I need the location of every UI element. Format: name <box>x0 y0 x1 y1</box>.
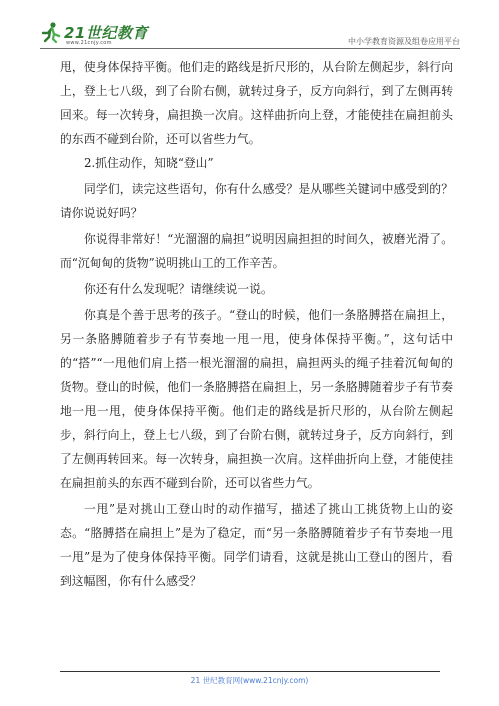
logo-text: 21世纪教育 <box>64 23 148 42</box>
paragraph: 你还有什么发现呢？请继续说一说。 <box>84 282 273 296</box>
paragraph: 同学们，读完这些语句，你有什么感受？是从哪些关键词中感受到的？请你说说好吗？ <box>60 182 453 220</box>
document-body <box>60 55 453 593</box>
runner-logo-icon <box>40 21 62 43</box>
page-footer[interactable]: 21 世纪教育网(www.21cnjy.com) <box>190 676 309 685</box>
logo-subtext: www.21cnjy.com <box>66 40 112 46</box>
paragraph: 你真是个善于思考的孩子。“登山的时候，他们一条胳膊搭在扁担上，另一条胳膊随着步子有节奏地一甩一甩，使身体保持平衡。”，这句话中的“搭”“一甩他们肩上搭一根光溜溜的扁担，扁担两头的绳子挂着沉甸甸的货物。登山的时候，他们一条胳膊搭在扁担上，另一条胳膊随着步子有节奏地一甩一甩，使身体保持平衡。他们走的路线是折尺形的，从台阶左侧起步，斜行向上，登上七八级，到了台阶右侧，就转过身子，反方向斜行，到了左侧再转回来。每一次转身，扁担换一次肩。这样曲折向上登，才能使挂在扁担前头的东西不碰到台阶，还可以省些力气。 <box>60 308 453 490</box>
paragraph: 甩，使身体保持平衡。他们走的路线是折尺形的，从台阶左侧起步，斜行向上，登上七八级，到了台阶右侧，就转过身子，反方向斜行，到了左侧再转回来。每一次转身，扁担换一次肩。这样曲折向上登，才能使挂在扁担前头的东西不碰到台阶，还可以省些力气。 <box>60 60 453 146</box>
section-heading: 2.抓住动作，知晓“登山” <box>84 156 214 170</box>
paragraph: 你说得非常好！“光溜溜的扁担”说明因扁担担的时间久，被磨光滑了。而“沉甸甸的货物”说明挑山工的工作辛苦。 <box>60 232 453 270</box>
page-header <box>40 18 460 48</box>
header-divider <box>40 48 460 49</box>
platform-name: 中小学教育资源及组卷应用平台 <box>348 37 460 46</box>
paragraph: 一甩”是对挑山工登山时的动作描写，描述了挑山工挑货物上山的姿态。“胳膊搭在扁担上”是为了稳定，而“另一条胳膊随着步子有节奏地一甩一甩”是为了使身体保持平衡。同学们请看，这就是挑山工登山的图片，看到这幅图，你有什么感受？ <box>60 502 453 588</box>
footer-divider <box>60 671 440 672</box>
